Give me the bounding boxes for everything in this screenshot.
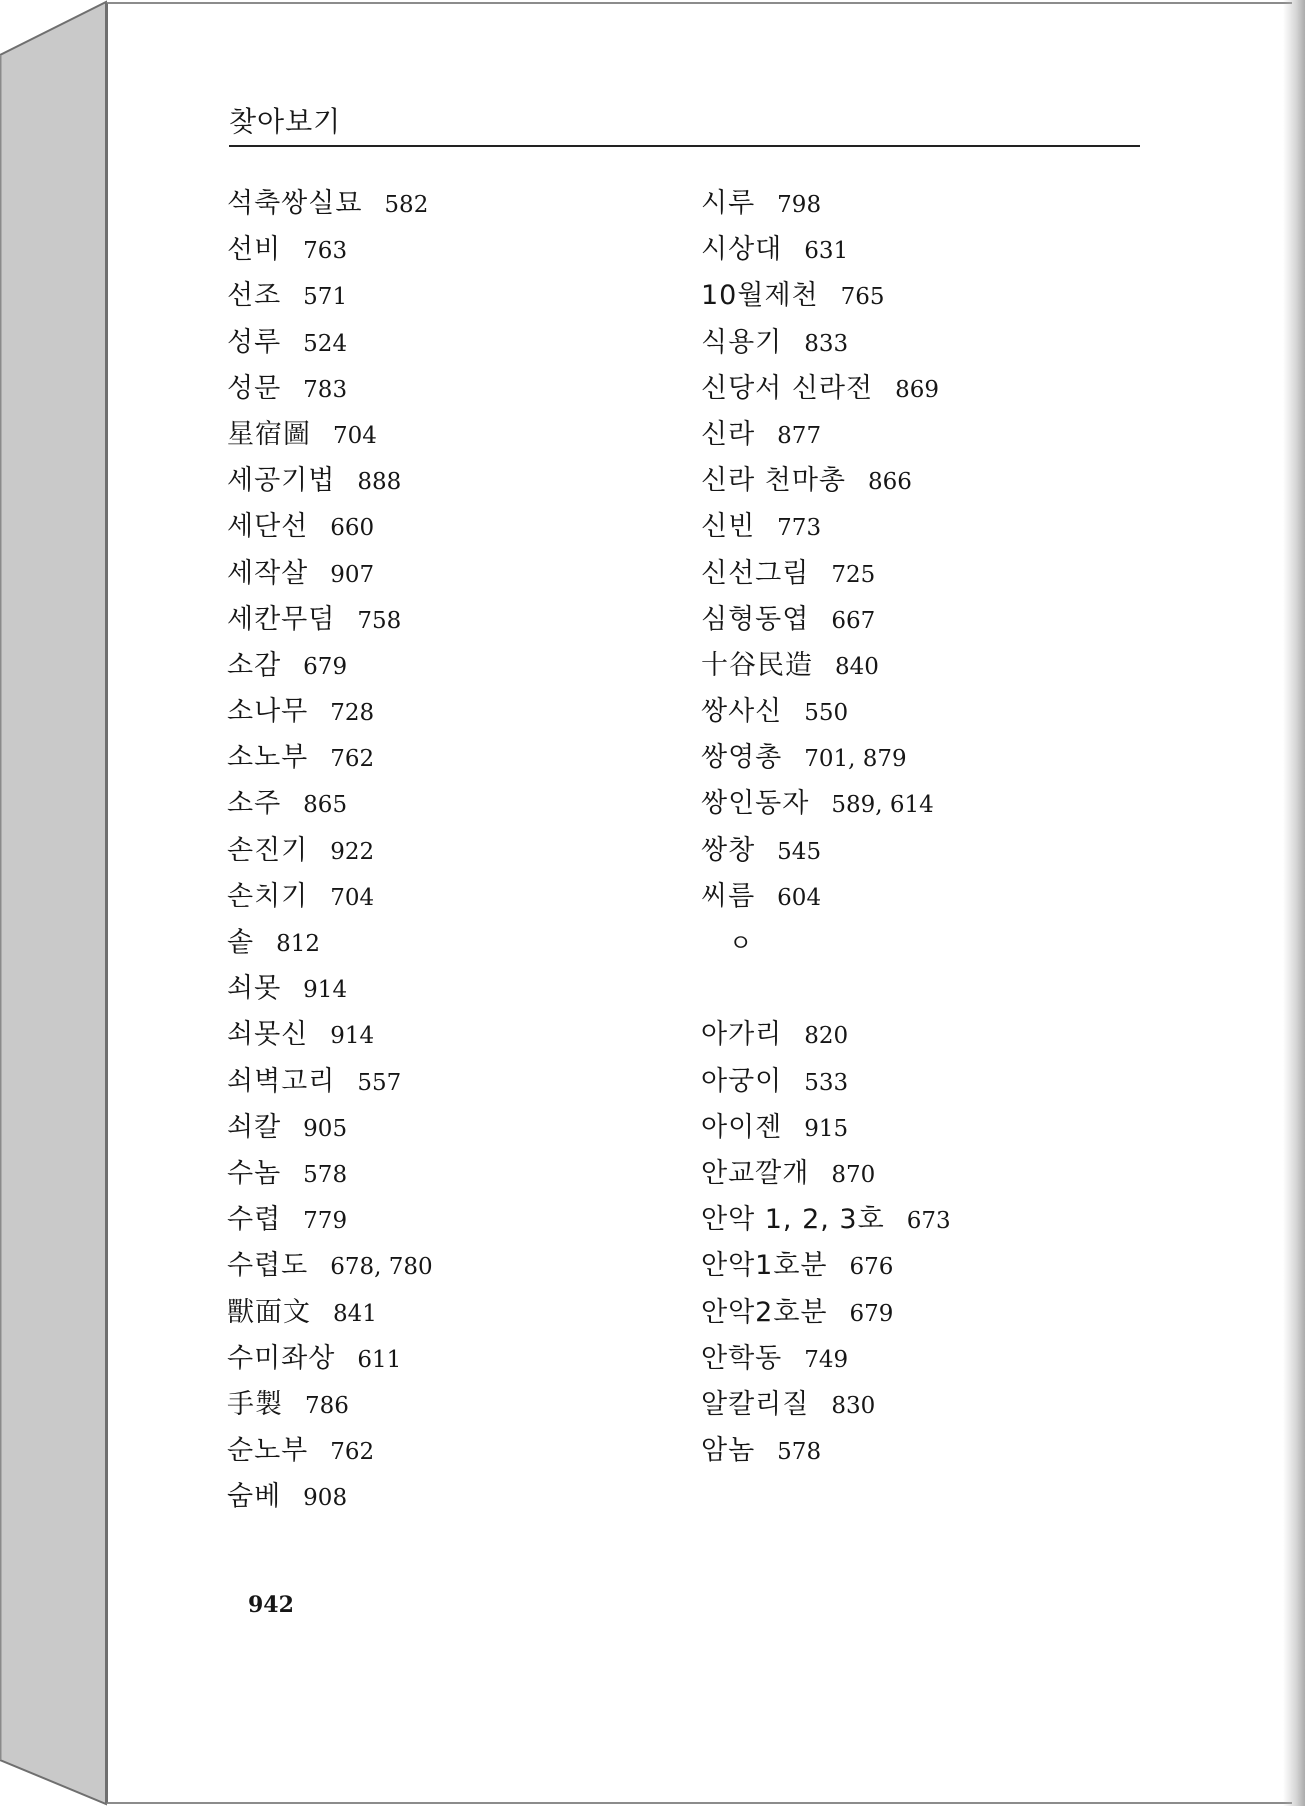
index-term: 소주 [227,788,282,820]
index-entry [701,1428,951,1474]
index-page-refs: 667 [831,607,876,634]
index-page-refs: 773 [777,515,822,542]
index-page-refs: 679 [303,653,348,680]
index-entry [701,227,951,273]
index-term: 심형동엽 [701,603,810,635]
index-term: 안악 1, 2, 3호 [701,1204,885,1236]
index-term: 시루 [701,188,756,219]
index-term: 세단선 [227,511,309,543]
index-entry [227,1012,433,1058]
index-entry [227,1197,433,1243]
index-entry [227,181,433,227]
index-group-a [701,1012,951,1474]
index-term: 아궁이 [701,1065,783,1097]
index-term: 손진기 [227,834,309,866]
index-page-refs: 578 [303,1161,348,1188]
index-term: 성문 [227,372,282,404]
index-term: 十谷民造 [701,649,813,681]
index-page-refs: 762 [330,1439,375,1466]
index-page-refs: 704 [333,422,377,449]
index-page-refs: 571 [303,284,348,311]
index-entry [701,643,951,689]
index-entry [227,412,433,458]
index-page-refs: 786 [305,1392,349,1419]
index-page-refs: 728 [330,700,375,727]
index-entry [701,273,951,319]
index-entry [701,1151,951,1197]
index-term: 아가리 [701,1019,783,1051]
index-entry [227,735,433,781]
index-term: 알칼리질 [701,1388,810,1420]
page-edge-shadow [1283,0,1305,1806]
index-page-refs: 749 [804,1346,849,1373]
index-term: 소감 [227,649,282,681]
index-term: 獸面文 [227,1296,311,1328]
index-term: 신선그림 [701,557,810,589]
index-page-refs: 762 [330,746,375,773]
index-term: 소나무 [227,696,309,728]
index-entry [701,828,951,874]
index-term: 신라 [701,418,756,450]
index-entry [227,781,433,827]
index-page-refs: 914 [330,1023,375,1050]
index-term: 안악1호분 [701,1250,828,1282]
index-term: 아이젠 [701,1111,783,1143]
index-page-refs: 578 [777,1439,822,1466]
index-entry [701,458,951,504]
index-term: 안악2호분 [701,1296,828,1328]
index-entry [701,412,951,458]
index-term: 수놈 [227,1157,282,1189]
index-entry [227,966,433,1012]
section-letter-ieung: ㅇ [729,929,753,957]
index-page-refs: 907 [330,561,375,588]
index-page-refs: 841 [333,1300,377,1327]
index-page-refs: 604 [777,884,822,911]
index-term: 쌍인동자 [701,788,810,820]
index-entry [227,227,433,273]
index-entry [701,181,951,227]
book-spine-shape [0,0,110,1806]
index-term: 손치기 [227,880,309,912]
index-page-refs: 820 [804,1023,849,1050]
index-entry [701,1197,951,1243]
index-page-refs: 679 [849,1300,894,1327]
index-page-refs: 550 [804,700,849,727]
index-term: 세작살 [227,557,309,589]
index-page-refs: 908 [303,1485,348,1512]
index-page-refs: 611 [357,1346,402,1373]
index-entry [227,874,433,920]
index-term: 쌍창 [701,834,756,866]
index-page-refs: 779 [303,1208,348,1235]
index-entry [701,1243,951,1289]
index-entry [227,1382,433,1428]
index-term: 암놈 [701,1435,756,1467]
index-entry [227,1105,433,1151]
index-entry [701,735,951,781]
index-entry [701,1105,951,1151]
index-term: 안교깔개 [701,1157,810,1189]
index-page-refs: 888 [357,469,402,496]
index-entry [227,920,433,966]
index-page-refs: 763 [303,238,348,265]
index-page-refs: 524 [303,330,348,357]
index-page-refs: 870 [831,1161,876,1188]
index-term: 씨름 [701,880,756,912]
index-page-refs: 830 [831,1392,876,1419]
index-column-right [701,181,951,1474]
index-term: 시상대 [701,234,783,266]
index-term: 쇠못 [227,973,282,1005]
index-term: 쇠못신 [227,1019,309,1051]
index-entry [227,551,433,597]
index-entry [701,504,951,550]
index-entry [227,1428,433,1474]
index-term: 手製 [227,1388,283,1420]
index-page-refs: 678, 780 [330,1254,433,1281]
index-term: 신빈 [701,511,756,543]
index-page-refs: 905 [303,1115,348,1142]
index-entry [701,1290,951,1336]
index-page-refs: 877 [777,422,822,449]
index-page-refs: 701, 879 [804,746,907,773]
index-group-si-ssi [701,181,951,920]
index-entry [227,1151,433,1197]
index-page-refs: 758 [357,607,402,634]
index-entry [701,1059,951,1105]
index-entry [227,504,433,550]
index-page-refs: 914 [303,977,348,1004]
index-term: 선비 [227,234,282,266]
index-term: 선조 [227,280,282,312]
index-entry [227,273,433,319]
index-page-refs: 725 [831,561,876,588]
index-term: 석축쌍실묘 [227,188,363,219]
index-page-refs: 660 [330,515,375,542]
index-entry [701,551,951,597]
index-term: 쌍사신 [701,696,783,728]
index-term: 수렵도 [227,1250,309,1282]
index-page-refs: 673 [906,1208,951,1235]
index-term: 星宿圖 [227,418,311,450]
index-term: 세칸무덤 [227,603,336,635]
index-entry [227,1474,433,1520]
index-entry [227,320,433,366]
index-entry [227,643,433,689]
index-term: 수렵 [227,1204,282,1236]
index-entry [701,1012,951,1058]
index-page-refs: 545 [777,838,822,865]
index-column-left [227,181,433,1520]
header-rule [229,145,1140,147]
index-page-refs: 812 [276,931,320,957]
index-entry [701,689,951,735]
index-term: 성루 [227,326,282,358]
index-entry [227,597,433,643]
index-term: 신라 천마총 [701,465,846,497]
index-page-refs: 557 [357,1069,402,1096]
index-entry [227,1290,433,1336]
index-entry [227,1336,433,1382]
index-term: 안학동 [701,1342,783,1374]
index-term: 솥 [227,927,255,958]
index-entry [227,1243,433,1289]
index-term: 수미좌상 [227,1342,336,1374]
index-term: 숨베 [227,1481,282,1513]
book-spine [0,0,110,1806]
index-page-refs: 866 [868,469,912,496]
index-entry [227,828,433,874]
index-entry [701,1382,951,1428]
index-entry [701,320,951,366]
index-term: 소노부 [227,742,309,774]
index-term: 쌍영총 [701,742,783,774]
index-entry [701,1336,951,1382]
index-entry [701,874,951,920]
index-page-refs: 765 [840,284,885,311]
index-term: 식용기 [701,326,783,358]
index-page-refs: 833 [804,330,849,357]
page-number: 942 [248,1592,294,1618]
index-page-refs: 676 [849,1254,894,1281]
index-term: 10월제천 [701,280,819,312]
index-page-refs: 798 [777,192,822,218]
index-entry [227,366,433,412]
index-page-refs: 582 [384,192,429,218]
index-term: 순노부 [227,1435,309,1467]
running-head-title: 찾아보기 [229,105,342,138]
index-term: 쇠벽고리 [227,1065,336,1097]
index-entry [701,781,951,827]
index-page-refs: 704 [330,884,375,911]
index-term: 세공기법 [227,465,336,497]
index-entry [701,366,951,412]
index-term: 신당서 신라전 [701,372,874,404]
index-entry [227,458,433,504]
index-page-refs: 631 [804,238,849,265]
index-page-refs: 922 [330,838,375,865]
index-page-refs: 869 [895,376,939,403]
index-entry [227,689,433,735]
index-page-refs: 865 [303,792,348,819]
index-page-refs: 915 [804,1115,849,1142]
index-entry [701,597,951,643]
index-page-refs: 533 [804,1069,849,1096]
index-page-refs: 840 [835,653,879,680]
index-page-refs: 783 [303,376,348,403]
index-term: 쇠칼 [227,1111,282,1143]
index-page-refs: 589, 614 [831,792,934,819]
index-entry [227,1059,433,1105]
